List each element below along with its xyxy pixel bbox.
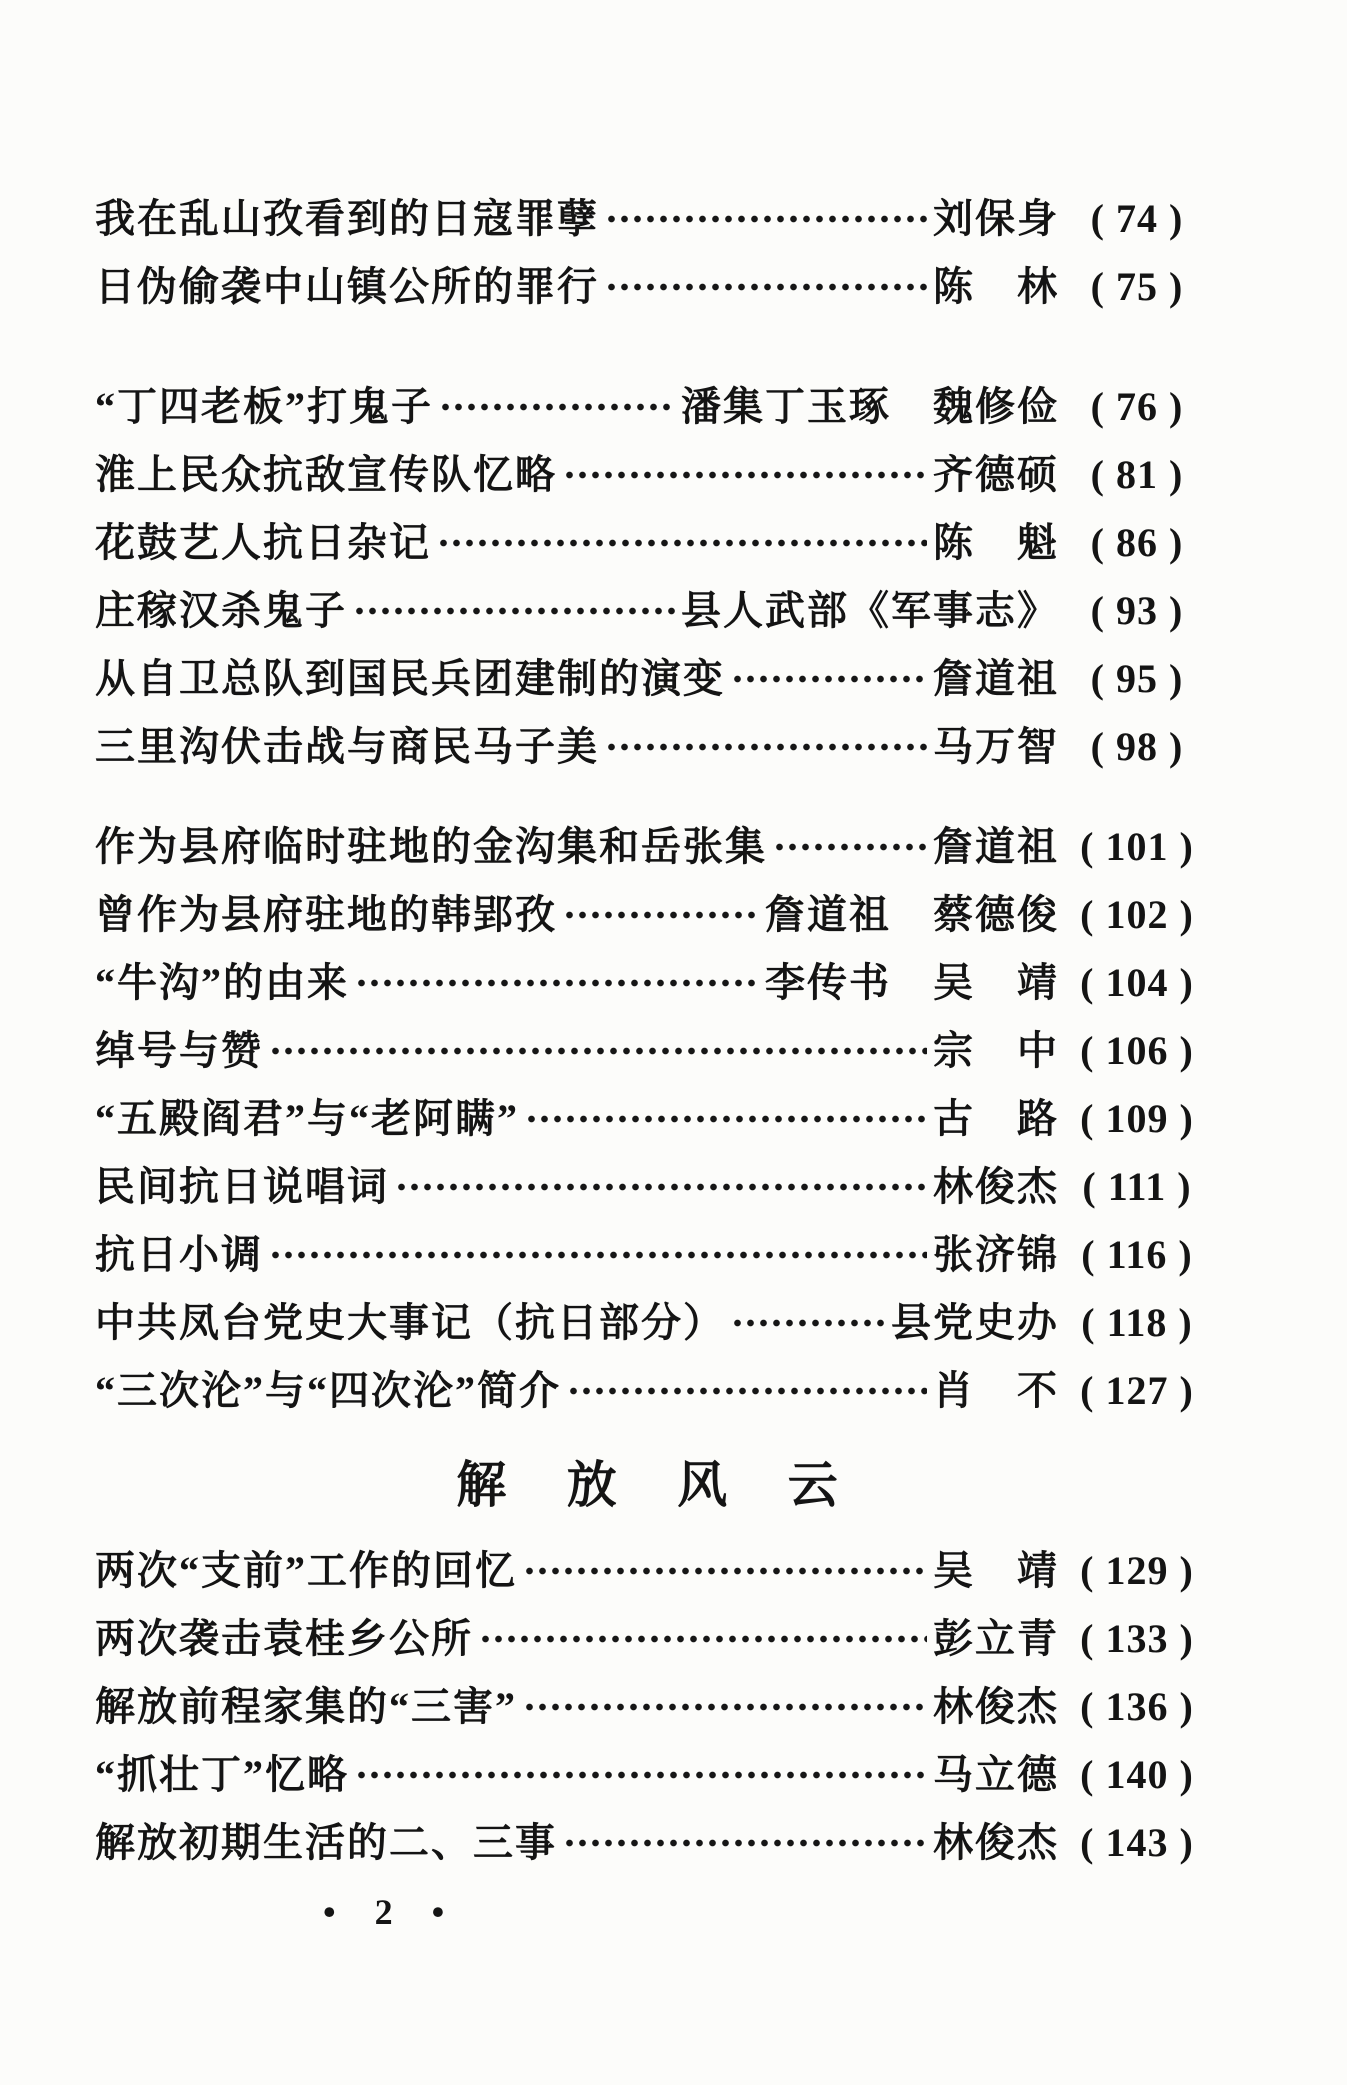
toc-entry bbox=[95, 1537, 1215, 1605]
section-heading: 解 放 风 云 bbox=[456, 1457, 854, 1513]
dot-leader bbox=[395, 1167, 927, 1207]
dot-leader bbox=[773, 827, 927, 867]
toc-entry-title: “三次沦”与“四次沦”简介 bbox=[95, 1368, 561, 1413]
toc-entry-title: 庄稼汉杀鬼子 bbox=[95, 588, 347, 633]
toc-entry-title: 我在乱山孜看到的日寇罪孽 bbox=[95, 196, 599, 241]
toc-entry bbox=[95, 813, 1215, 881]
toc-entry bbox=[95, 1153, 1215, 1221]
toc-entry-page: ( 111 ) bbox=[1082, 1164, 1192, 1209]
toc-entry bbox=[95, 645, 1215, 713]
toc-entry bbox=[95, 1809, 1215, 1877]
toc-entry-page: ( 74 ) bbox=[1090, 196, 1184, 241]
toc-entry-page: ( 127 ) bbox=[1080, 1368, 1194, 1413]
toc-entry-author: 林俊杰 bbox=[933, 1164, 1059, 1209]
toc-entry bbox=[95, 881, 1215, 949]
toc-entry bbox=[95, 1741, 1215, 1809]
dot-leader bbox=[605, 727, 927, 767]
toc-entry bbox=[95, 1085, 1215, 1153]
toc-entry-author: 宗 中 bbox=[933, 1028, 1059, 1073]
toc-entry bbox=[95, 577, 1215, 645]
toc-entry-author: 林俊杰 bbox=[933, 1820, 1059, 1865]
toc-entry-page: ( 136 ) bbox=[1080, 1684, 1194, 1729]
toc-entry-title: 日伪偷袭中山镇公所的罪行 bbox=[95, 264, 599, 309]
dot-leader bbox=[479, 1619, 927, 1659]
toc-entry-author: 肖 不 bbox=[933, 1368, 1059, 1413]
toc-entry-page: ( 109 ) bbox=[1080, 1096, 1194, 1141]
toc-entry bbox=[95, 1017, 1215, 1085]
toc-entry-page: ( 140 ) bbox=[1080, 1752, 1194, 1797]
toc-entry-page: ( 116 ) bbox=[1081, 1232, 1193, 1277]
toc-entry-page: ( 133 ) bbox=[1080, 1616, 1194, 1661]
toc-entry-author: 县人武部《军事志》 bbox=[681, 588, 1059, 633]
dot-leader bbox=[437, 523, 927, 563]
toc-entry-author: 张济锦 bbox=[933, 1232, 1059, 1277]
toc-entry bbox=[95, 949, 1215, 1017]
toc-entry-title: “牛沟”的由来 bbox=[95, 960, 349, 1005]
dot-leader bbox=[605, 267, 927, 307]
toc-entry-author: 詹道祖 蔡德俊 bbox=[765, 892, 1059, 937]
toc-entry-page: ( 81 ) bbox=[1090, 452, 1184, 497]
toc-entry-page: ( 118 ) bbox=[1081, 1300, 1193, 1345]
toc-entry-title: 解放初期生活的二、三事 bbox=[95, 1820, 557, 1865]
toc-entry-page: ( 93 ) bbox=[1090, 588, 1184, 633]
toc-entry-page: ( 98 ) bbox=[1090, 724, 1184, 769]
toc-entry bbox=[95, 1605, 1215, 1673]
toc-entry bbox=[95, 1357, 1215, 1425]
toc-entry-author: 詹道祖 bbox=[933, 656, 1059, 701]
dot-leader bbox=[605, 199, 927, 239]
toc-entry-title: “抓壮丁”忆略 bbox=[95, 1752, 349, 1797]
toc-entry-author: 李传书 吴 靖 bbox=[765, 960, 1059, 1005]
dot-leader bbox=[525, 1099, 927, 1139]
toc-entry-title: 两次袭击袁桂乡公所 bbox=[95, 1616, 473, 1661]
toc-entry-author: 林俊杰 bbox=[933, 1684, 1059, 1729]
toc-entry-title: “丁四老板”打鬼子 bbox=[95, 384, 433, 429]
toc-entry-title: 民间抗日说唱词 bbox=[95, 1164, 389, 1209]
toc-entry-page: ( 95 ) bbox=[1090, 656, 1184, 701]
toc-entry-title: 抗日小调 bbox=[95, 1232, 263, 1277]
toc-entry-page: ( 143 ) bbox=[1080, 1820, 1194, 1865]
dot-leader bbox=[567, 1371, 927, 1411]
toc-entry-author: 潘集丁玉琢 魏修俭 bbox=[681, 384, 1059, 429]
toc-entry bbox=[95, 373, 1215, 441]
toc-entry-page: ( 102 ) bbox=[1080, 892, 1194, 937]
dot-leader bbox=[563, 895, 759, 935]
page-number-footer: • 2 • bbox=[323, 1892, 445, 1932]
toc-entry bbox=[95, 253, 1215, 321]
toc-entry-title: 淮上民众抗敌宣传队忆略 bbox=[95, 452, 557, 497]
toc-entry bbox=[95, 185, 1215, 253]
dot-leader bbox=[731, 1303, 885, 1343]
toc-entry-author: 彭立青 bbox=[933, 1616, 1059, 1661]
toc-entry-author: 陈 林 bbox=[933, 264, 1059, 309]
toc-entry bbox=[95, 509, 1215, 577]
toc-entry bbox=[95, 1289, 1215, 1357]
toc-entry-author: 马万智 bbox=[933, 724, 1059, 769]
dot-leader bbox=[523, 1687, 927, 1727]
toc-entry-author: 詹道祖 bbox=[933, 824, 1059, 869]
dot-leader bbox=[355, 963, 759, 1003]
toc-entry-author: 陈 魁 bbox=[933, 520, 1059, 565]
toc-entry-page: ( 104 ) bbox=[1080, 960, 1194, 1005]
toc-entry bbox=[95, 1673, 1215, 1741]
toc-entry-page: ( 75 ) bbox=[1090, 264, 1184, 309]
toc-entry bbox=[95, 1221, 1215, 1289]
dot-leader bbox=[563, 455, 927, 495]
toc-entry-title: 花鼓艺人抗日杂记 bbox=[95, 520, 431, 565]
dot-leader bbox=[563, 1823, 927, 1863]
toc-entry-page: ( 129 ) bbox=[1080, 1548, 1194, 1593]
toc-entry-author: 县党史办 bbox=[891, 1300, 1059, 1345]
toc-entry-title: 三里沟伏击战与商民马子美 bbox=[95, 724, 599, 769]
toc-entry-author: 齐德硕 bbox=[933, 452, 1059, 497]
toc-entry-title: 中共凤台党史大事记（抗日部分） bbox=[95, 1300, 725, 1345]
toc-entry-author: 马立德 bbox=[933, 1752, 1059, 1797]
toc-entry-title: 作为县府临时驻地的金沟集和岳张集 bbox=[95, 824, 767, 869]
toc-entry-author: 古 路 bbox=[933, 1096, 1059, 1141]
toc-entry-title: “五殿阎君”与“老阿瞒” bbox=[95, 1096, 519, 1141]
toc-entry-title: 解放前程家集的“三害” bbox=[95, 1684, 517, 1729]
toc-entry-page: ( 101 ) bbox=[1080, 824, 1194, 869]
dot-leader bbox=[353, 591, 675, 631]
toc-entry-title: 两次“支前”工作的回忆 bbox=[95, 1548, 517, 1593]
toc-entry bbox=[95, 441, 1215, 509]
toc-entry-title: 曾作为县府驻地的韩郢孜 bbox=[95, 892, 557, 937]
toc-entry-title: 绰号与赞 bbox=[95, 1028, 263, 1073]
dot-leader bbox=[269, 1031, 927, 1071]
dot-leader bbox=[523, 1551, 927, 1591]
toc-entry-page: ( 106 ) bbox=[1080, 1028, 1194, 1073]
toc-entry-author: 吴 靖 bbox=[933, 1548, 1059, 1593]
toc-entry-author: 刘保身 bbox=[933, 196, 1059, 241]
toc-entry-title: 从自卫总队到国民兵团建制的演变 bbox=[95, 656, 725, 701]
dot-leader bbox=[731, 659, 927, 699]
dot-leader bbox=[439, 387, 675, 427]
toc-entry-page: ( 86 ) bbox=[1090, 520, 1184, 565]
dot-leader bbox=[269, 1235, 927, 1275]
dot-leader bbox=[355, 1755, 927, 1795]
toc-entry-page: ( 76 ) bbox=[1090, 384, 1184, 429]
toc-entry bbox=[95, 713, 1215, 781]
